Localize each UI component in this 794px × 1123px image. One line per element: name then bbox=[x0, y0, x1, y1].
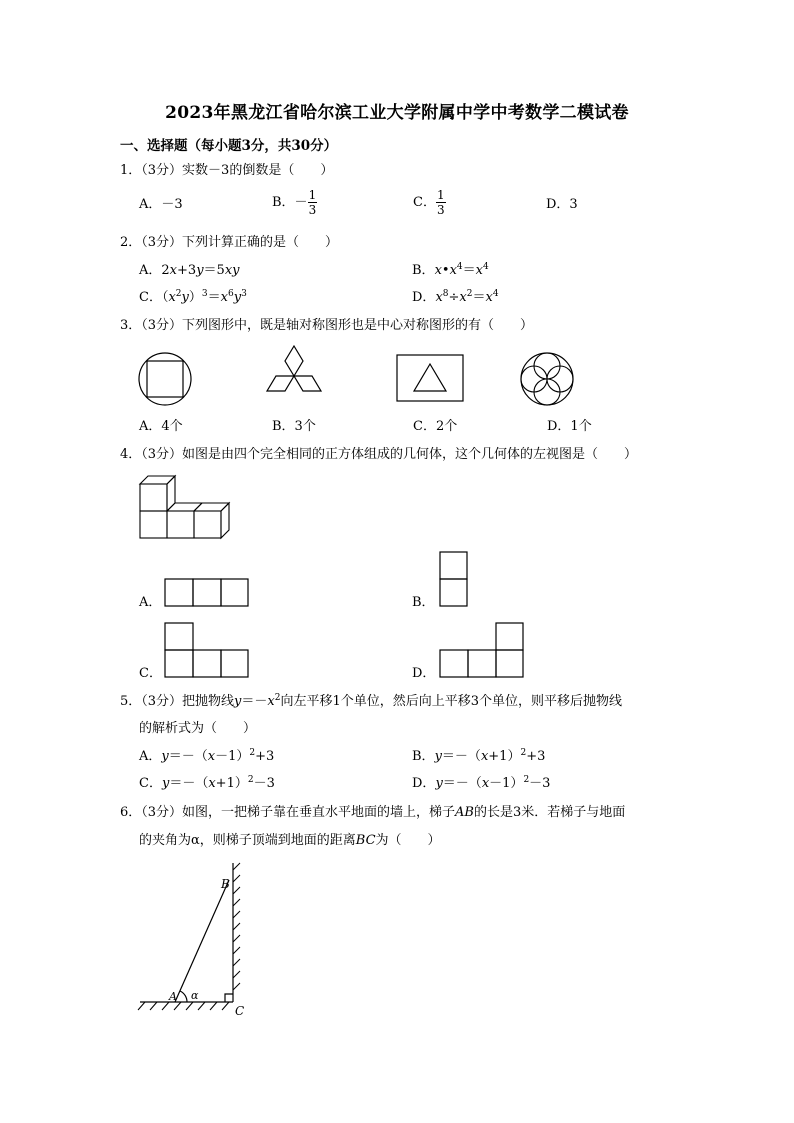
q2-option-d[interactable]: D．$x^8\div x^2=x^4$ bbox=[412, 289, 499, 305]
q3-figure-rect-triangle bbox=[396, 354, 466, 404]
q4-option-a-view bbox=[164, 578, 250, 608]
q3-option-a[interactable]: A．4个 bbox=[139, 419, 183, 434]
q1-option-a[interactable]: A．－3 bbox=[139, 197, 183, 212]
question-1-stem: 1．（3分）实数－3的倒数是（ ） bbox=[120, 163, 334, 178]
q3-figure-flower-circle bbox=[519, 351, 575, 407]
q3-option-d[interactable]: D．1个 bbox=[547, 419, 592, 434]
q6-line1-part1: 6．（3分）如图，一把梯子靠在垂直水平地面的墙上，梯子 bbox=[120, 805, 456, 820]
q1-option-b-fraction bbox=[308, 188, 318, 217]
question-5-stem-line2: 的解析式为（ ） bbox=[139, 721, 257, 736]
q4-option-d[interactable]: D． bbox=[412, 666, 436, 681]
question-6-stem-line1 bbox=[120, 804, 625, 822]
q4-option-b[interactable]: B． bbox=[412, 595, 435, 610]
section-heading: 一、选择题（每小题3分，共30分） bbox=[120, 138, 338, 154]
q4-option-d-view bbox=[439, 622, 525, 679]
q1-option-c-fraction bbox=[436, 188, 446, 217]
q5-option-a[interactable]: A．$y=-(x-1)^2+3$ bbox=[139, 748, 275, 764]
q2-option-a[interactable]: A．2x+3y＝5xy bbox=[139, 263, 240, 278]
question-3-stem: 3．（3分）下列图形中，既是轴对称图形也是中心对称图形的有（ ） bbox=[120, 318, 534, 333]
question-4-stem: 4．（3分）如图是由四个完全相同的正方体组成的几何体，这个几何体的左视图是（ ） bbox=[120, 447, 638, 462]
q6-line2-part1: 的夹角为α，则梯子顶端到地面的距离 bbox=[139, 833, 356, 848]
q2-option-b[interactable]: B．$x•x^4=x^4$ bbox=[412, 262, 489, 278]
q1-b-numerator: 1 bbox=[308, 188, 317, 202]
q4-option-a[interactable]: A． bbox=[139, 595, 162, 610]
exam-title: 2023年黑龙江省哈尔滨工业大学附属中学中考数学二模试卷 bbox=[165, 103, 629, 123]
q5-option-c[interactable]: C．$y=-(x+1)^2-3$ bbox=[139, 775, 275, 791]
q2-option-c[interactable]: C．$(x^2y)^3=x^6y^3$ bbox=[139, 289, 247, 305]
q6-label-c: C bbox=[235, 1004, 245, 1018]
question-2-stem: 2．（3分）下列计算正确的是（ ） bbox=[120, 235, 339, 250]
q6-ladder-diagram bbox=[135, 858, 265, 1023]
q3-figure-three-rhombi bbox=[255, 344, 333, 404]
q6-line2-part2: 为（ ） bbox=[375, 833, 441, 848]
question-6-stem-line2 bbox=[139, 832, 441, 850]
q5-option-b[interactable]: B．$y=-(x+1)^2+3$ bbox=[412, 748, 546, 764]
q6-label-alpha: α bbox=[191, 989, 199, 1002]
q4-option-b-view bbox=[439, 551, 469, 608]
q6-segment-ab: AB bbox=[455, 805, 474, 820]
question-5-stem-line1: 5．（3分）把抛物线$y=-x^2$向左平移1个单位，然后向上平移3个单位，则平移后抛物线 bbox=[120, 693, 623, 709]
q1-option-b[interactable] bbox=[272, 188, 317, 217]
q3-option-b[interactable]: B．3个 bbox=[272, 419, 316, 434]
q1-c-denominator: 3 bbox=[436, 203, 445, 217]
q6-label-a: A bbox=[169, 990, 177, 1003]
q1-option-c[interactable] bbox=[413, 188, 446, 217]
q1-c-numerator: 1 bbox=[436, 188, 445, 202]
q4-option-c-view bbox=[164, 622, 250, 679]
q1-option-b-prefix: B．－ bbox=[272, 195, 308, 210]
q4-cube-solid-figure bbox=[138, 474, 234, 540]
q6-label-b: B bbox=[221, 877, 230, 891]
q5-option-d[interactable]: D．$y=-(x-1)^2-3$ bbox=[412, 775, 551, 791]
q3-figure-circle-square bbox=[137, 351, 193, 407]
q1-option-d[interactable]: D．3 bbox=[546, 197, 578, 212]
q6-line1-part2: 的长是3米．若梯子与地面 bbox=[474, 805, 626, 820]
q6-segment-bc: BC bbox=[355, 833, 376, 848]
q1-b-denominator: 3 bbox=[308, 203, 317, 217]
q3-option-c[interactable]: C．2个 bbox=[413, 419, 458, 434]
q4-option-c[interactable]: C． bbox=[139, 666, 162, 681]
q1-option-c-prefix: C． bbox=[413, 195, 436, 210]
